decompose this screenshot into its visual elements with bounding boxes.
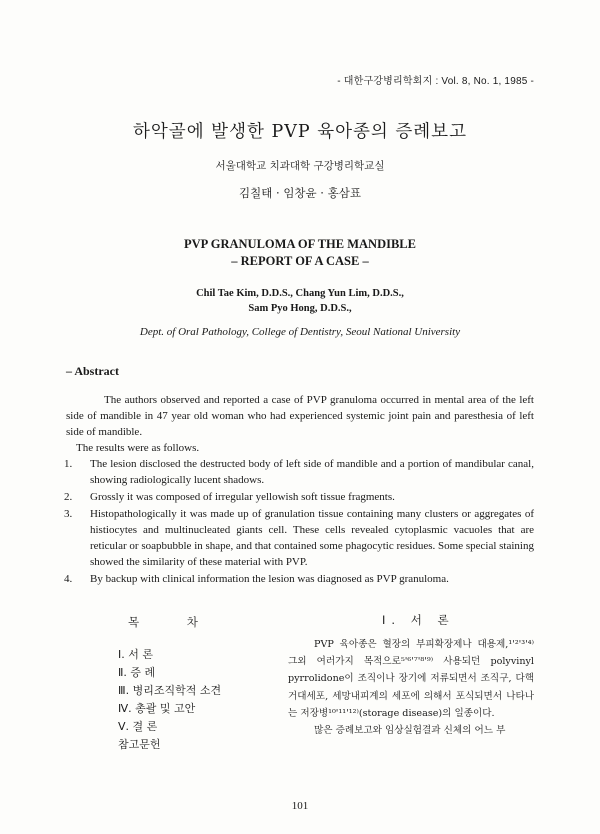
toc-item: Ⅲ. 병리조직학적 소견 (118, 684, 222, 697)
result-item: 4. By backup with clinical information the lesion was diagnosed as PVP granuloma. (64, 573, 449, 585)
table-of-contents (118, 646, 221, 754)
abstract-results-list (66, 456, 534, 587)
result-item: 1. The lesion disclosed the destructed body of left side of mandible and a portion of mandibular canal, showing radiologically lucent shadows. (64, 458, 534, 486)
korean-affiliation: 서울대학교 치과대학 구강병리학교실 (215, 160, 385, 172)
english-title-line1: PVP GRANULOMA OF THE MANDIBLE (184, 237, 416, 251)
page-number: 101 (291, 800, 309, 812)
toc-item: Ⅰ. 서 론 (118, 648, 153, 661)
english-title (0, 236, 600, 270)
toc-item: Ⅱ. 증 례 (118, 666, 156, 679)
abstract-results-lead: The results were as follows. (76, 442, 200, 454)
toc-item: 참고문헌 (118, 738, 161, 751)
intro-paragraph: 많은 증례보고와 임상실험결과 신체의 어느 부 (314, 725, 506, 737)
intro-heading: Ⅰ. 서 론 (382, 613, 455, 627)
result-item: 3. Histopathologically it was made up of granulation tissue containing many clusters or aggregates of histiocytes and multinucleated giants cell. These cells revealed cytoplasmic vacuoles that are reticular or soapbubble in shape, and that contained some phagocytic residues. Some special staining showed the similarity of these material with PVP. (64, 508, 534, 568)
korean-authors: 김칠태 · 임창윤 · 홍삼표 (239, 186, 361, 200)
english-title-line2: – REPORT OF A CASE – (231, 254, 369, 268)
korean-title: 하악골에 발생한 PVP 육아종의 증례보고 (132, 122, 467, 142)
english-authors-line2: Sam Pyo Hong, D.D.S., (248, 303, 352, 314)
english-authors-line1: Chil Tae Kim, D.D.S., Chang Yun Lim, D.D.S., (196, 288, 404, 299)
toc-item: Ⅳ. 총괄 및 고안 (118, 702, 196, 715)
intro-paragraph: PVP 육아종은 혈장의 부피확장제나 대용제,¹'²'³'⁴⁾ 그외 여러가지 목적으로⁵'⁶'⁷'⁸'⁹⁾ 사용되던 polyvinyl pyrrolidone이 조직이나 장기에 저류되면서 조직구, 다핵거대세포, 세망내피계의 세포에 의해서 포식되면서 나타나는 저장병¹⁰'¹¹'¹²⁾(storage disease)의 일종이다. (288, 639, 534, 719)
toc-heading: 목 차 (128, 615, 220, 629)
abstract-body (66, 392, 534, 588)
abstract-heading: – Abstract (66, 364, 119, 378)
result-item: 2. Grossly it was composed of irregular yellowish soft tissue fragments. (64, 491, 395, 503)
intro-body (288, 636, 534, 739)
toc-item: Ⅴ. 결 론 (118, 720, 158, 733)
abstract-paragraph: The authors observed and reported a case of PVP granuloma occurred in mental area of the left side of mandible in 47 year old woman who had experienced systemic joint pain and paresthesia of left side of mandible. (66, 394, 534, 438)
journal-header: - 대한구강병리학회지 : Vol. 8, No. 1, 1985 - (337, 76, 534, 87)
english-affiliation: Dept. of Oral Pathology, College of Dentistry, Seoul National University (139, 326, 461, 338)
english-authors (0, 286, 600, 316)
